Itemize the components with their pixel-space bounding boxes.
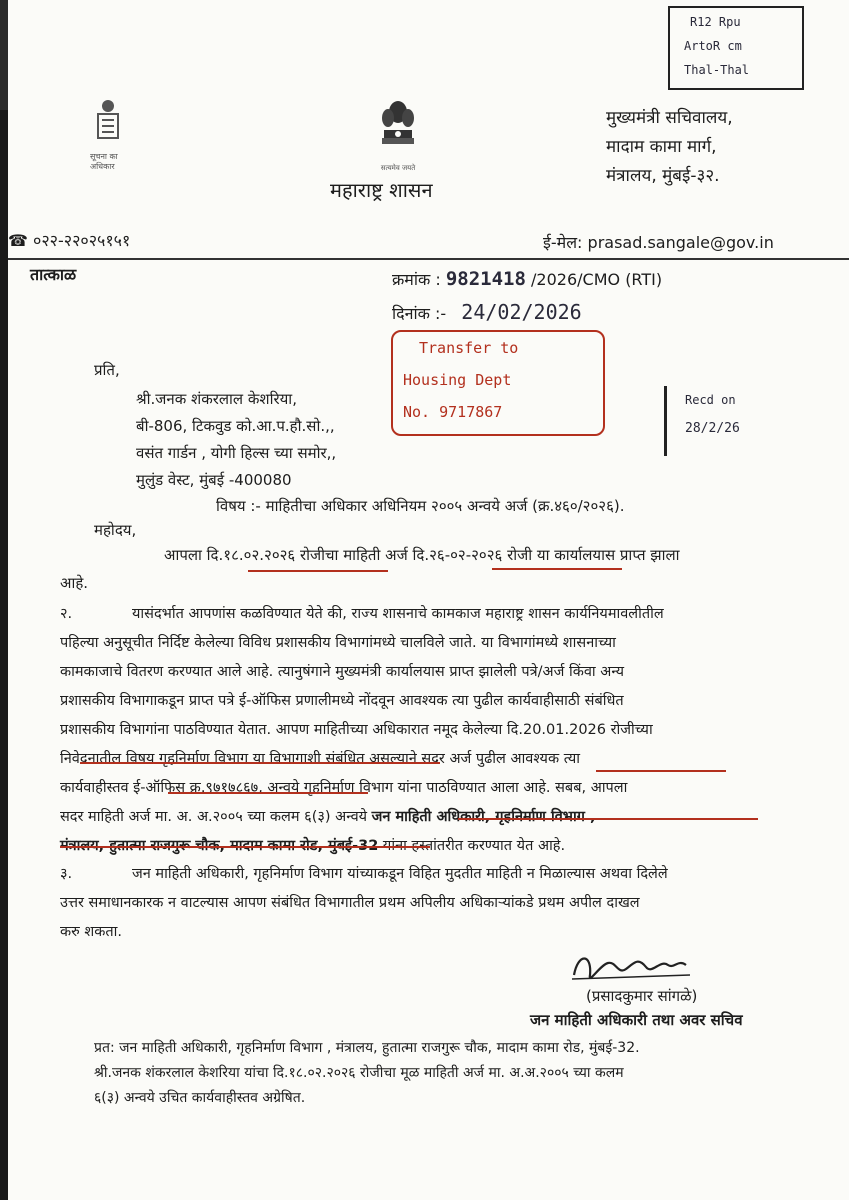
paragraph-2-number: २.	[60, 606, 73, 622]
email-row	[543, 232, 774, 254]
paragraph-1-line: आहे.	[60, 574, 89, 592]
handwritten-note-line: R12 Rpu	[690, 15, 741, 29]
paragraph-2-line: कार्यवाहीस्तव ई-ऑफिस क्र.९७१७८६७, अन्वये गृहनिर्माण विभाग यांना पाठविण्यात आला आहे. सबब, आपला	[60, 780, 628, 796]
handwritten-note-box	[668, 6, 804, 90]
paragraph-3-line: करु शकता.	[60, 924, 123, 940]
received-note-line: Recd on	[685, 393, 736, 407]
letter-date	[392, 298, 582, 326]
copy-to-line: श्री.जनक शंकरलाल केशरिया यांचा दि.१८.०२.२०२६ रोजीचा मूळ माहिती अर्ज मा. अ.अ.२००५ च्या कलम	[94, 1065, 624, 1081]
letter-date-handwritten: 24/02/2026	[461, 300, 582, 324]
government-name: महाराष्ट्र शासन	[330, 178, 433, 202]
emblem-caption: सत्यमेव जयते	[380, 164, 416, 172]
paragraph-2-line: पहिल्या अनुसूचीत निर्दिष्ट केलेल्या विविध प्रशासकीय विभागांमध्ये चालविले जाते. या विभागांमध्ये शासनाच्या	[60, 635, 616, 651]
recipient-line: मुलुंड वेस्ट, मुंबई -400080	[136, 471, 292, 489]
phone-number: ०२२-२२०२५१५१	[33, 231, 131, 250]
email-label: ई-मेल:	[543, 233, 583, 252]
office-address	[606, 104, 733, 191]
recipient-to-label: प्रति,	[94, 361, 120, 379]
reference-number-label: क्रमांक :	[392, 270, 441, 289]
paragraph-2-line: प्रशासकीय विभागाकडून प्राप्त पत्रे ई-ऑफिस प्रणालीमध्ये नोंदवून आवश्यक त्या पुढील कार्यवाहीसाठी संबंधित	[60, 693, 624, 709]
transfer-note-line: No. 9717867	[403, 403, 503, 421]
paragraph-2-line: मंत्रालय, हुतात्मा राजगुरू चौक, मादाम कामा रोड, मुंबई-32 यांना हस्तांतरीत करण्यात येत आहे.	[60, 838, 566, 854]
recipient-line: बी-806, टिकवुड को.आ.प.हौ.सो.,,	[136, 417, 335, 435]
copy-to-section	[94, 1036, 640, 1111]
address-line: मुख्यमंत्री सचिवालय,	[606, 108, 733, 128]
rti-logo-caption: सूचना का अधिकार	[90, 152, 118, 171]
recipient-line: वसंत गार्डन , योगी हिल्स च्या समोर,,	[136, 444, 337, 462]
handwritten-underline	[168, 792, 368, 794]
subject-line: विषय :- माहितीचा अधिकार अधिनियम २००५ अन्वये अर्ज (क्र.४६०/२०२६).	[216, 497, 625, 515]
paragraph-1	[60, 540, 800, 596]
recipient-line: श्री.जनक शंकरलाल केशरिया,	[136, 390, 297, 408]
paragraph-2-line: निवेदनातील विषय गृहनिर्माण विभाग या विभागाशी संबंधित असल्याने सदर अर्ज पुढील आवश्यक त्या	[60, 751, 581, 767]
address-line: मंत्रालय, मुंबई-३२.	[606, 166, 720, 186]
ashoka-emblem-icon	[376, 98, 420, 160]
email-address: prasad.sangale@gov.in	[587, 233, 774, 252]
paragraph-2	[60, 600, 800, 861]
handwritten-note-line: Thal-Thal	[684, 63, 750, 77]
paragraph-2-line: कामकाजाचे वितरण करण्यात आले आहे. त्यानुषंगाने मुख्यमंत्री कार्यालयास प्राप्त झालेली पत्रे/अर्ज किंवा अन्य	[60, 664, 625, 680]
handwritten-underline	[60, 846, 430, 848]
handwritten-underline	[596, 770, 726, 772]
paragraph-3-line: उत्तर समाधानकारक न वाटल्यास आपण संबंधित विभागातील प्रथम अपिलीय अधिकाऱ्यांकडे प्रथम अपील दाखल	[60, 895, 640, 911]
signature-mark	[568, 945, 698, 989]
rti-logo-icon	[90, 98, 126, 148]
paragraph-3-number: ३.	[60, 866, 73, 882]
address-line: मादाम कामा मार्ग,	[606, 137, 717, 157]
handwritten-underline	[248, 570, 388, 572]
transfer-note-line: Housing Dept	[403, 371, 512, 389]
paragraph-2-line: प्रशासकीय विभागांना पाठविण्यात येतात. आपण माहितीच्या अधिकारात नमूद केलेल्या दि.20.01.2026 रोजीच्या	[60, 722, 653, 738]
copy-to-line: ६(३) अन्वये उचित कार्यवाहीस्तव अग्रेषित.	[94, 1090, 306, 1106]
transfer-note-line: Transfer to	[419, 339, 519, 357]
letter-date-label: दिनांक :-	[392, 304, 447, 323]
header-divider	[8, 258, 849, 260]
reference-number	[392, 266, 662, 293]
paragraph-3-line: ३. जन माहिती अधिकारी, गृहनिर्माण विभाग यांच्याकडून विहित मुदतीत माहिती न मिळाल्यास अथवा दिलेले	[60, 860, 800, 889]
received-note	[664, 386, 761, 456]
handwritten-note-line: ArtoR cm	[684, 39, 742, 53]
salutation: महोदय,	[94, 521, 137, 539]
copy-to-line: प्रत: जन माहिती अधिकारी, गृहनिर्माण विभाग , मंत्रालय, हुतात्मा राजगुरू चौक, मादाम कामा रोड, मुंबई-32.	[94, 1040, 640, 1056]
handwritten-underline	[80, 762, 440, 764]
paragraph-3	[60, 860, 800, 947]
reference-number-suffix: /2026/CMO (RTI)	[531, 270, 663, 289]
rti-logo	[90, 98, 130, 172]
paragraph-1-line: आपला दि.१८.०२.२०२६ रोजीचा माहिती अर्ज दि.२६-०२-२०२६ रोजी या कार्यालयास प्राप्त झाला	[164, 546, 680, 564]
phone-row	[8, 230, 130, 252]
handwritten-underline	[492, 568, 622, 570]
letter-page	[8, 0, 849, 1200]
handwritten-underline	[458, 818, 758, 820]
transfer-note-box	[391, 330, 605, 436]
phone-icon: ☎	[8, 231, 28, 250]
paragraph-2-line: २. यासंदर्भात आपणांस कळविण्यात येते की, राज्य शासनाचे कामकाज महाराष्ट्र शासन कार्यनियमावलीतील	[60, 600, 800, 629]
urgency-label: तात्काळ	[30, 265, 77, 284]
state-emblem	[368, 98, 428, 173]
signatory-designation: जन माहिती अधिकारी तथा अवर सचिव	[530, 1011, 743, 1029]
recipient-address	[136, 386, 336, 494]
signatory-name: (प्रसादकुमार सांगळे)	[586, 987, 698, 1005]
received-note-line: 28/2/26	[685, 421, 740, 436]
reference-number-handwritten: 9821418	[445, 268, 526, 290]
paragraph-2-line: सदर माहिती अर्ज मा. अ. अ.२००५ च्या कलम ६(३) अन्वये जन माहिती अधिकारी, गृहनिर्माण विभाग ,	[60, 809, 596, 825]
